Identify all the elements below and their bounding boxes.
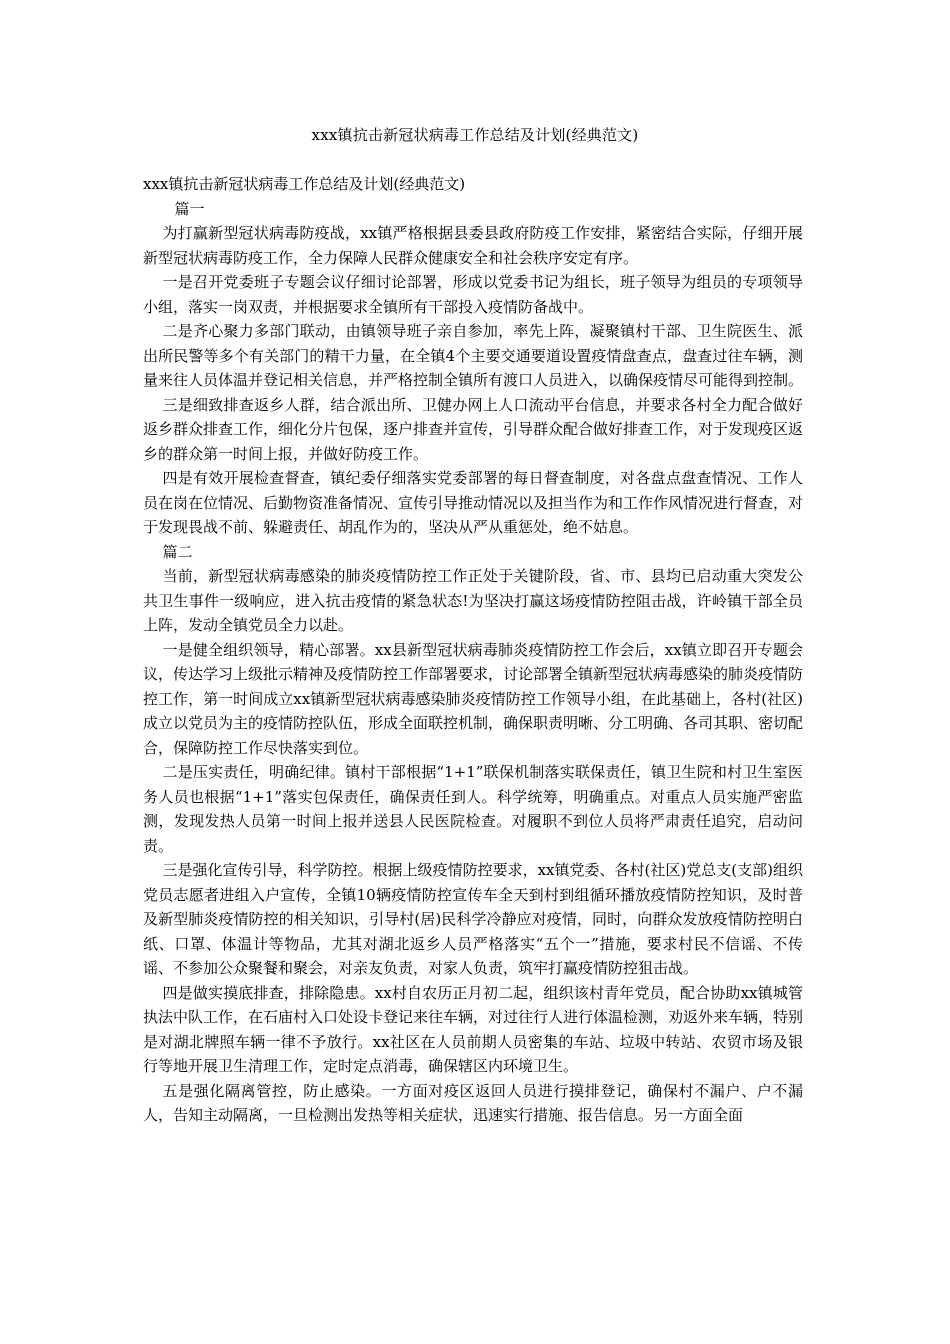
paragraph: 四是做实摸底排查，排除隐患。xx村自农历正月初二起，组织该村青年党员，配合协助xx镇城管执法中队工作，在石庙村入口处设卡登记来往车辆，对过往行人进行体温检测，劝返外来车辆，特别是对湖北牌照车辆一律不予放行。xx社区在人员前期人员密集的车站、垃圾中转站、农贸市场及银行等地开展卫生清理工作，定时定点消毒，确保辖区内环境卫生。 xyxy=(143,983,804,1075)
paragraph: 一是召开党委班子专题会议仔细讨论部署，形成以党委书记为组长，班子领导为组员的专项领导小组，落实一岗双责，并根据要求全镇所有干部投入疫情防备战中。 xyxy=(143,273,803,316)
paragraph: 二是压实责任，明确纪律。镇村干部根据“1+1”联保机制落实联保责任，镇卫生院和村卫生室医务人员也根据“1+1”落实包保责任，确保责任到人。科学统筹，明确重点。对重点人员实施严密监测，发现发热人员第一时间上报并送县人民医院检查。对履职不到位人员将严肃责任追究，启动问责。 xyxy=(143,763,803,855)
paragraph: 三是强化宣传引导，科学防控。根据上级疫情防控要求，xx镇党委、各村(社区)党总支(支部)组织党员志愿者进组入户宣传，全镇10辆疫情防控宣传车全天到村到组循环播放疫情防控知识，及时普及新型肺炎疫情防控的相关知识，引导村(居)民科学冷静应对疫情，同时，向群众发放疫情防控明白纸、口罩、体温计等物品，尤其对湖北返乡人员严格落实“五个一”措施，要求村民不信谣、不传谣、不参加公众聚餐和聚会，对亲友负责，对家人负责，筑牢打赢疫情防控狙击战。 xyxy=(143,861,803,977)
section-heading-1: 篇一 xyxy=(174,199,205,218)
paragraph: 一是健全组织领导，精心部署。xx县新型冠状病毒肺炎疫情防控工作会后，xx镇立即召开专题会议，传达学习上级批示精神及疫情防控工作部署要求，讨论部署全镇新型冠状病毒感染的肺炎疫情防控工作，第一时间成立xx镇新型冠状病毒感染肺炎疫情防控工作领导小组，在此基础上，各村(社区)成立以党员为主的疫情防控队伍，形成全面联控机制，确保职责明晰、分工明确、各司其职、密切配合，保障防控工作尽快落实到位。 xyxy=(143,640,804,757)
paragraph: 五是强化隔离管控，防止感染。一方面对疫区返回人员进行摸排登记，确保村不漏户、户不漏人，告知主动隔离，一旦检测出发热等相关症状，迅速实行措施、报告信息。另一方面全面 xyxy=(143,1081,803,1124)
document-title: xxx镇抗击新冠状病毒工作总结及计划(经典范文) xyxy=(143,175,466,193)
paragraph: 二是齐心聚力多部门联动，由镇领导班子亲自参加，率先上阵，凝聚镇村干部、卫生院医生、派出所民警等多个有关部门的精干力量，在全镇4个主要交通要道设置疫情盘查点，盘查过往车辆，测量来往人员体温并登记相关信息，并严格控制全镇所有渡口人员进入，以确保疫情尽可能得到控制。 xyxy=(143,322,804,389)
section-heading-2: 篇二 xyxy=(162,542,193,561)
document-body xyxy=(143,172,803,1128)
paragraph: 三是细致排查返乡人群，结合派出所、卫健办网上人口流动平台信息，并要求各村全力配合做好返乡群众排查工作，细化分片包保，逐户排查并宣传，引导群众配合做好排查工作，对于发现疫区返乡的群众第一时间上报，并做好防疫工作。 xyxy=(143,395,804,463)
paragraph: 当前，新型冠状病毒感染的肺炎疫情防控工作正处于关键阶段，省、市、县均已启动重大突发公共卫生事件一级响应，进入抗击疫情的紧急状态!为坚决打赢这场疫情防控阻击战，许岭镇干部全员上阵，发动全镇党员全力以赴。 xyxy=(143,567,803,634)
paragraph: 四是有效开展检查督查，镇纪委仔细落实党委部署的每日督查制度，对各盘点盘查情况、工作人员在岗在位情况、后勤物资准备情况、宣传引导推动情况以及担当作为和工作作风情况进行督查，对于发现畏战不前、躲避责任、胡乱作为的，坚决从严从重惩处，绝不姑息。 xyxy=(143,469,804,536)
page-header-title: xxx镇抗击新冠状病毒工作总结及计划(经典范文) xyxy=(311,126,639,144)
paragraph: 为打赢新型冠状病毒防疫战，xx镇严格根据县委县政府防疫工作安排，紧密结合实际，仔细开展新型冠状病毒防疫工作，全力保障人民群众健康安全和社会秩序安定有序。 xyxy=(143,224,803,267)
